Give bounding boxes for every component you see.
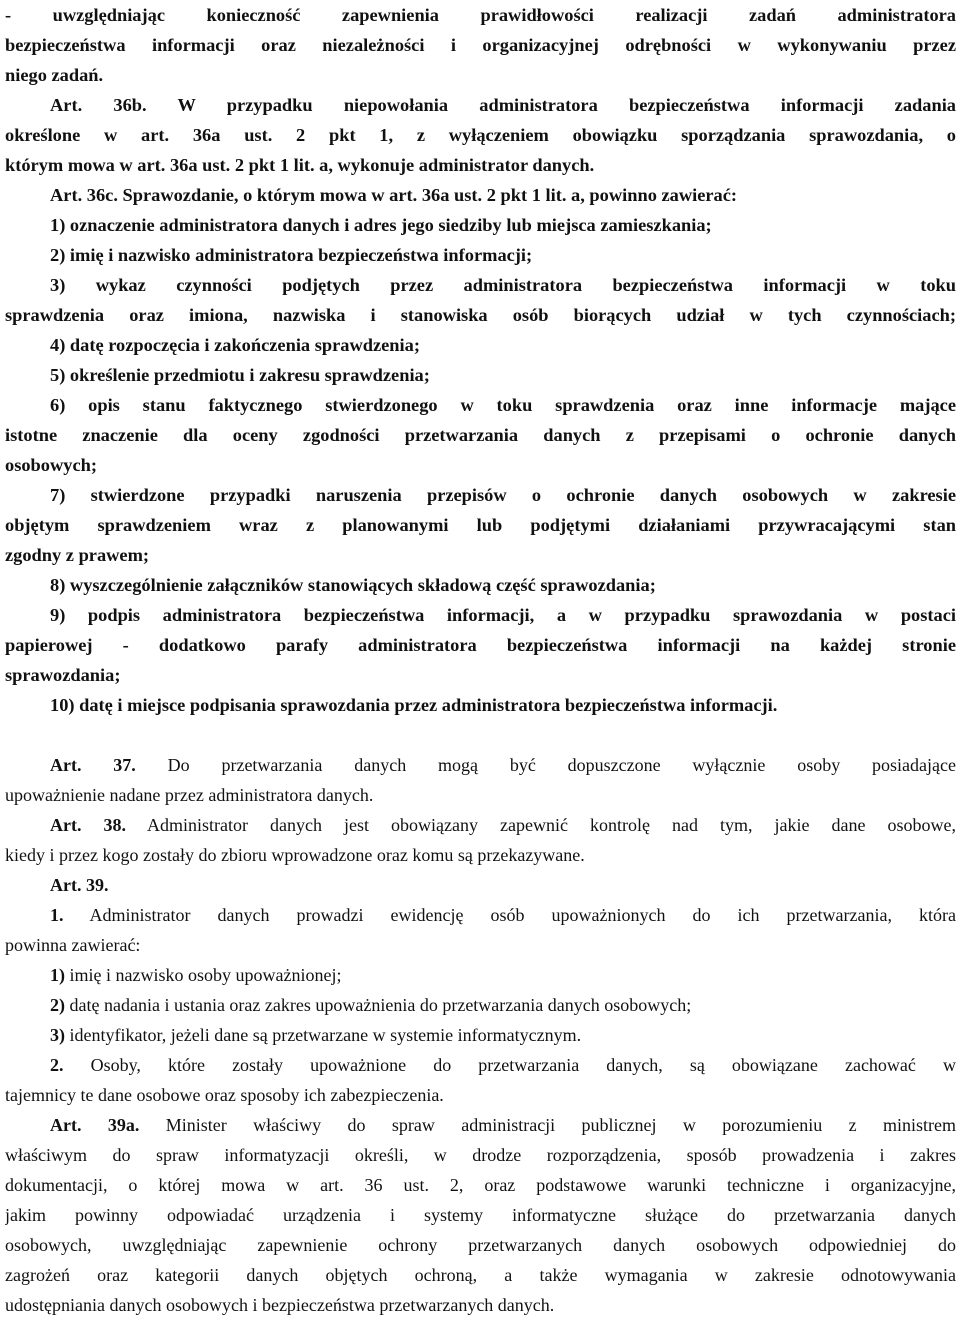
line-text: Administrator danych jest obowiązany zapewnić kontrolę nad tym, jakie dane osobowe, [126, 815, 956, 835]
text-line: 5) określenie przedmiotu i zakresu sprawdzenia; [50, 365, 430, 385]
text-line: sprawozdania; [5, 665, 121, 685]
line-text: datę nadania i ustania oraz zakres upoważnienia do przetwarzania danych osobowych; [65, 995, 692, 1015]
text-line: osobowych; [5, 455, 97, 475]
text-line: 1) oznaczenie administratora danych i adres jego siedziby lub miejsca zamieszkania; [50, 215, 712, 235]
text-line: objętym sprawdzeniem wraz z planowanymi lub podjętymi działaniami przywracającymi stan [5, 515, 956, 535]
line-text: dokumentacji, o której mowa w art. 36 ust. 2, oraz podstawowe warunki techniczne i organizacyjne, [5, 1175, 956, 1195]
line-text: imię i nazwisko osoby upoważnionej; [65, 965, 342, 985]
text-line: bezpieczeństwa informacji oraz niezależności i organizacyjnej odrębności w wykonywaniu przez [5, 35, 956, 55]
article-label: 1. [50, 905, 64, 925]
text-line: Art. 36b. W przypadku niepowołania administratora bezpieczeństwa informacji zadania [50, 95, 956, 115]
line-text: powinna zawierać: [5, 935, 141, 955]
text-line [5, 1050, 956, 1080]
text-line: istotne znaczenie dla oceny zgodności przetwarzania danych z przepisami o ochronie danych [5, 425, 956, 445]
line-text: tajemnicy te dane osobowe oraz sposoby ich zabezpieczenia. [5, 1085, 444, 1105]
line-text: upoważnienie nadane przez administratora danych. [5, 785, 374, 805]
text-line [5, 1110, 956, 1140]
line-text: Osoby, które zostały upoważnione do przetwarzania danych, są obowiązane zachować w [63, 1055, 956, 1075]
article-label: Art. 39a. [50, 1115, 140, 1135]
text-line [5, 930, 956, 960]
text-line: 2) imię i nazwisko administratora bezpieczeństwa informacji; [50, 245, 533, 265]
line-text: Do przetwarzania danych mogą być dopuszczone wyłącznie osoby posiadające [135, 755, 956, 775]
text-line [5, 1140, 956, 1170]
text-line: zgodny z prawem; [5, 545, 150, 565]
text-line [5, 1260, 956, 1290]
line-text: Minister właściwy do spraw administracji publicznej w porozumieniu z ministrem [139, 1115, 956, 1135]
line-text: Administrator danych prowadzi ewidencję osób upoważnionych do ich przetwarzania, która [63, 905, 956, 925]
text-line [5, 1200, 956, 1230]
article-label: 1) [50, 965, 65, 985]
text-line [5, 840, 956, 870]
text-line [5, 810, 956, 840]
text-line: - uwzględniając konieczność zapewnienia prawidłowości realizacji zadań administratora [5, 5, 956, 25]
text-line: sprawdzenia oraz imiona, nazwiska i stanowiska osób biorących udział w tych czynnościach; [5, 305, 956, 325]
text-line [5, 1170, 956, 1200]
document-page [5, 0, 956, 1320]
line-text: osobowych, uwzględniając zapewnienie ochrony przetwarzanych danych osobowych odpowiedniej do [5, 1235, 956, 1255]
line-text: udostępniania danych osobowych i bezpieczeństwa przetwarzanych danych. [5, 1295, 555, 1315]
text-line: Art. 36c. Sprawozdanie, o którym mowa w art. 36a ust. 2 pkt 1 lit. a, powinno zawierać: [50, 185, 738, 205]
line-text: jakim powinny odpowiadać urządzenia i systemy informatyczne służące do przetwarzania danych [5, 1205, 956, 1225]
text-line: 9) podpis administratora bezpieczeństwa informacji, a w przypadku sprawozdania w postaci [50, 605, 956, 625]
text-line: 8) wyszczególnienie załączników stanowiących składową część sprawozdania; [50, 575, 656, 595]
text-line [5, 990, 956, 1020]
section-gap [5, 720, 956, 750]
text-line [5, 1080, 956, 1110]
text-line [5, 870, 956, 900]
article-label: 2) [50, 995, 65, 1015]
text-line [5, 780, 956, 810]
text-line [5, 1290, 956, 1320]
line-text: właściwym do spraw informatyzacji określi, w drodze rozporządzenia, sposób prowadzenia i zakres [5, 1145, 956, 1165]
text-line [5, 750, 956, 780]
text-line: niego zadań. [5, 65, 104, 85]
text-line [5, 900, 956, 930]
article-label: Art. 39. [50, 875, 109, 895]
text-line: określone w art. 36a ust. 2 pkt 1, z wyłączeniem obowiązku sporządzania sprawozdania, o [5, 125, 956, 145]
text-line: 10) datę i miejsce podpisania sprawozdania przez administratora bezpieczeństwa informacji. [50, 695, 778, 715]
article-label: 2. [50, 1055, 64, 1075]
text-line: którym mowa w art. 36a ust. 2 pkt 1 lit. a, wykonuje administrator danych. [5, 155, 595, 175]
line-text: kiedy i przez kogo zostały do zbioru wprowadzone oraz komu są przekazywane. [5, 845, 585, 865]
text-line: 4) datę rozpoczęcia i zakończenia sprawdzenia; [50, 335, 420, 355]
article-label: 3) [50, 1025, 65, 1045]
text-line [5, 960, 956, 990]
article-label: Art. 38. [50, 815, 126, 835]
text-line [5, 1020, 956, 1050]
text-line: 7) stwierdzone przypadki naruszenia przepisów o ochronie danych osobowych w zakresie [50, 485, 956, 505]
line-text: zagrożeń oraz kategorii danych objętych ochroną, a także wymagania w zakresie odnotowywania [5, 1265, 956, 1285]
text-line [5, 1230, 956, 1260]
bold-section [5, 0, 956, 720]
article-label: Art. 37. [50, 755, 136, 775]
text-line: 6) opis stanu faktycznego stwierdzonego w toku sprawdzenia oraz inne informacje mające [50, 395, 956, 415]
regular-section [5, 750, 956, 1320]
text-line: papierowej - dodatkowo parafy administratora bezpieczeństwa informacji na każdej stronie [5, 635, 956, 655]
text-line: 3) wykaz czynności podjętych przez administratora bezpieczeństwa informacji w toku [50, 275, 956, 295]
line-text: identyfikator, jeżeli dane są przetwarzane w systemie informatycznym. [65, 1025, 582, 1045]
